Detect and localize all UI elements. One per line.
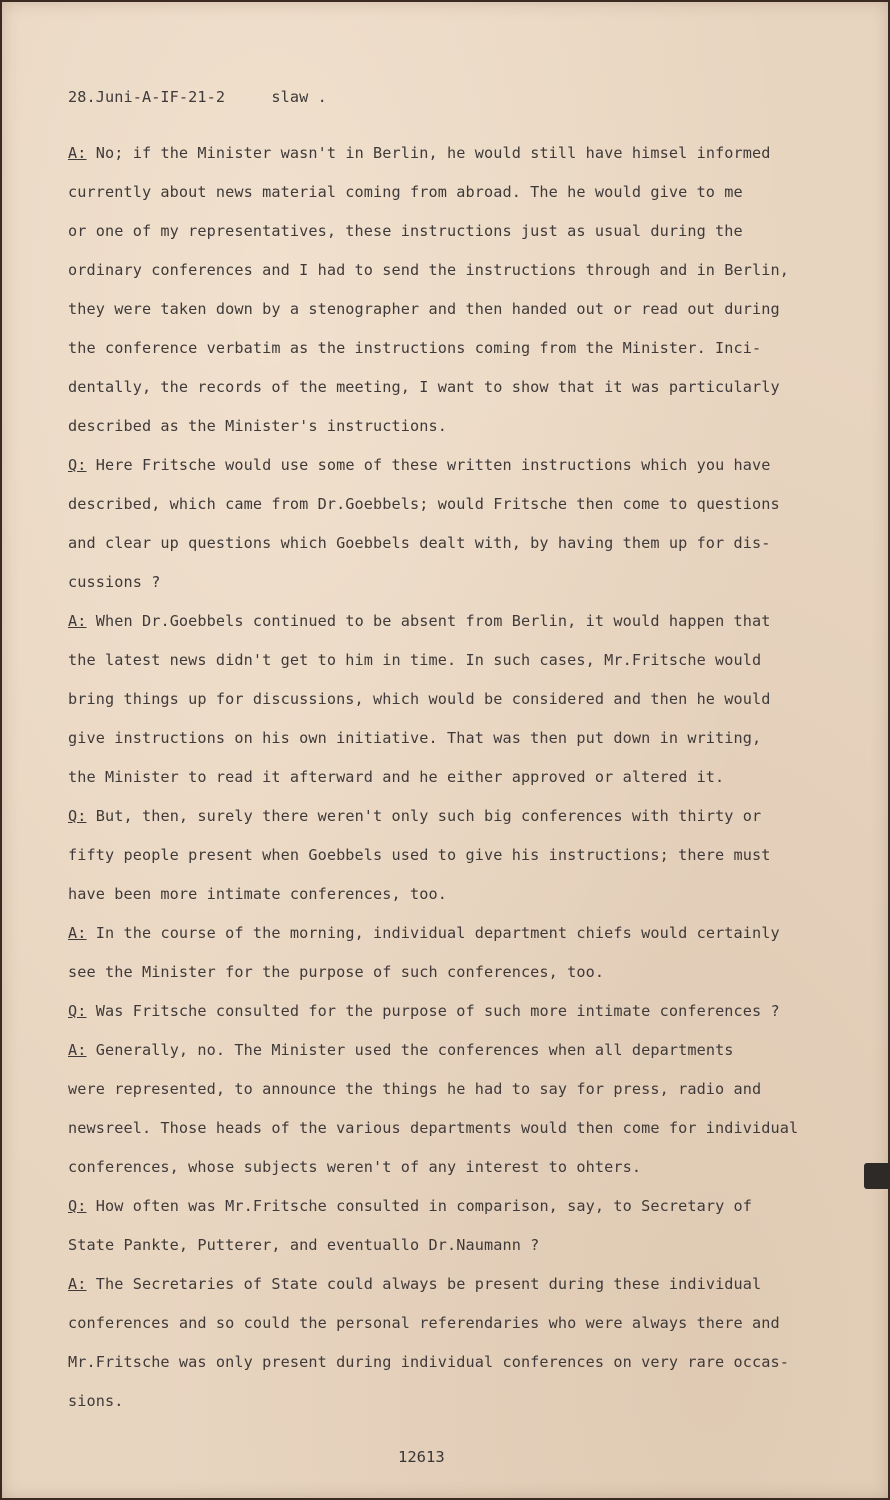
paragraph-question	[68, 1187, 838, 1265]
speaker-label: A:	[68, 1275, 87, 1293]
paragraph-text: When Dr.Goebbels continued to be absent from Berlin, it would happen that the latest news didn't get to him in time. In such cases, Mr.Fritsche would bring things up for discussions, which would be considered and then he would give instructions on his own initiative. That was then put down in writing, the Minister to read it afterward and he either approved or altered it.	[68, 612, 771, 786]
paragraph-answer	[68, 602, 838, 797]
paragraph-text: Was Fritsche consulted for the purpose of such more intimate conferences ?	[86, 1002, 780, 1020]
document-body	[68, 78, 838, 1421]
paragraph-text: Here Fritsche would use some of these written instructions which you have described, which came from Dr.Goebbels; would Fritsche then come to questions and clear up questions which Goebbels dealt with, by having them up for dis- cussions ?	[68, 456, 780, 591]
speaker-label: Q:	[68, 1002, 87, 1020]
paragraph-text: No; if the Minister wasn't in Berlin, he would still have himsel informed currently about news material coming from abroad. The he would give to me or one of my representatives, these instructions just as usual during the ordinary conferences and I had to send the instructions through and in Berlin, they were taken down by a stenographer and then handed out or read out during the conference verbatim as the instructions coming from the Minister. Inci- dentally, the records of the meeting, I want to show that it was particularly described as the Minister's instructions.	[68, 144, 790, 435]
speaker-label: A:	[68, 924, 87, 942]
speaker-label: A:	[68, 144, 87, 162]
speaker-label: A:	[68, 612, 87, 630]
document-header: 28.Juni-A-IF-21-2 slaw .	[68, 88, 327, 106]
speaker-label: A:	[68, 1041, 87, 1059]
paragraph-answer	[68, 1265, 838, 1421]
paragraph-question	[68, 797, 838, 914]
paragraph-text: How often was Mr.Fritsche consulted in comparison, say, to Secretary of State Pankte, Putterer, and eventuallo Dr.Naumann ?	[68, 1197, 753, 1254]
speaker-label: Q:	[68, 456, 87, 474]
paragraph-text: In the course of the morning, individual department chiefs would certainly see the Minister for the purpose of such conferences, too.	[68, 924, 780, 981]
paragraph-question	[68, 446, 838, 602]
paragraph-text: Generally, no. The Minister used the conferences when all departments were represented, to announce the things he had to say for press, radio and newsreel. Those heads of the various departments would then come for individual conferences, whose subjects weren't of any interest to ohters.	[68, 1041, 799, 1176]
paragraph-answer	[68, 1031, 838, 1187]
speaker-label: Q:	[68, 807, 87, 825]
paragraph-answer	[68, 134, 838, 446]
binder-tab	[864, 1163, 890, 1189]
paragraph-text: But, then, surely there weren't only such big conferences with thirty or fifty people present when Goebbels used to give his instructions; there must have been more intimate conferences, too.	[68, 807, 771, 903]
paragraph-text: The Secretaries of State could always be present during these individual conferences and so could the personal referendaries who were always there and Mr.Fritsche was only present during individual conferences on very rare occas- sions.	[68, 1275, 790, 1410]
paragraph-answer	[68, 914, 838, 992]
page-number: 12613	[398, 1448, 445, 1466]
speaker-label: Q:	[68, 1197, 87, 1215]
paragraph-question	[68, 992, 838, 1031]
